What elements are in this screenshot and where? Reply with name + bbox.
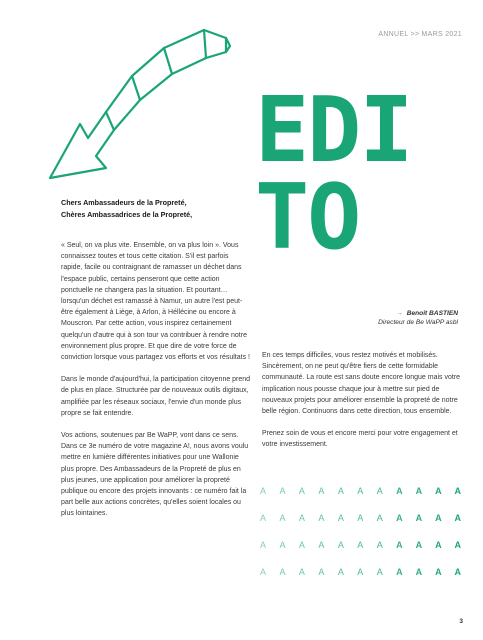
author-role: Directeur de Be WaPP asbl <box>378 319 458 326</box>
decorative-letter: A <box>454 513 462 523</box>
decorative-letter: A <box>337 567 344 577</box>
decorative-letter: A <box>357 486 364 496</box>
decorative-letter: A <box>396 567 403 577</box>
decorative-letter: A <box>415 540 423 550</box>
decorative-letter: A <box>318 567 325 577</box>
decorative-letter: A <box>279 486 286 496</box>
paragraph: Prenez soin de vous et encore merci pour votre engagement et votre investissement. <box>262 430 458 449</box>
decorative-letter: A <box>260 540 267 550</box>
decorative-letter: A <box>260 567 267 577</box>
decorative-letter: A <box>298 513 305 523</box>
paragraph: En ces temps difficiles, vous restez motivés et mobilisés. Sincèrement, on ne peut qu'être fiers de cette formidable communauté. La route est sans doute encore longue mais votre implication nous pousse chaque jour à mettre sur pied de nouveaux projets pour améliorer ensemble la propreté de notre belle région. Continuons dans cette direction, tous ensemble. <box>262 352 461 416</box>
paragraph: « Seul, on va plus vite. Ensemble, on va plus loin ». Vous connaissez toutes et tous cette citation. S'il est parfois rapide, facile ou contraignant de ramasser un déchet dans l'espace public, certains penseront que cette action ponctuelle ne changera pas la situation. Et pourtant… lorsqu'un déchet est ramassé à Namur, un autre l'est peut-être également à Liège, à Arlon, à Héllécine ou encore à Mouscron. Par cette action, vous inspirez certainement quelqu'un d'autre qui à son tour va contribuer à rendre notre environnement plus propre. Et que dire de votre force de conviction lorsque vous partagez vos efforts et vos résultats ! <box>61 242 250 362</box>
decorative-letter: A <box>337 540 344 550</box>
decorative-letter: A <box>454 567 462 577</box>
decorative-letter: A <box>279 513 286 523</box>
decorative-letter: A <box>376 540 383 550</box>
decorative-letter: A <box>454 540 462 550</box>
issue-date-header: ANNUEL >> MARS 2021 <box>378 31 462 38</box>
paragraph: Vos actions, soutenues par Be WaPP, vont dans ce sens. Dans ce 3e numéro de votre magazine A!, nous avons voulu mettre en lumière différentes initiatives pour une Wallonie plus propre. Des Ambassadeurs de la Propreté de plus en plus jeunes, une application pour améliorer la propreté publique ou encore des projets innovants : ce numéro fait la part belle aux actions concrètes, qu'elles soient locales ou plus lointaines. <box>61 432 249 518</box>
decorative-letter: A <box>435 567 442 577</box>
decorative-letter: A <box>337 513 344 523</box>
arrow-illustration <box>44 28 234 188</box>
decorative-letter: A <box>396 540 403 550</box>
decorative-letter: A <box>318 540 325 550</box>
decorative-letter: A <box>435 540 442 550</box>
signature <box>262 309 458 327</box>
decorative-letter: A <box>376 513 383 523</box>
salutation-line2: Chères Ambassadrices de la Propreté, <box>61 210 193 219</box>
decorative-letter: A <box>415 513 423 523</box>
decorative-letter: A <box>435 486 442 496</box>
decorative-letter: A <box>337 486 344 496</box>
author-name: Benoît BASTIEN <box>406 310 458 317</box>
paragraph: Dans le monde d'aujourd'hui, la participation citoyenne prend de plus en place. Structurée par de nouveaux outils digitaux, amplifiée par les réseaux sociaux, l'envie d'un monde plus propre se fait entendre. <box>61 376 251 417</box>
arrow-right-icon: → <box>396 310 403 317</box>
decorative-letter: A <box>415 486 423 496</box>
decorative-letter: A <box>435 513 442 523</box>
decorative-letter: A <box>260 513 267 523</box>
salutation-line1: Chers Ambassadeurs de la Propreté, <box>61 198 187 207</box>
decorative-letter: A <box>298 567 305 577</box>
decorative-letter-grid <box>260 486 474 577</box>
decorative-letter: A <box>454 486 462 496</box>
page-number: 3 <box>459 618 463 625</box>
decorative-letter: A <box>357 513 364 523</box>
decorative-letter: A <box>376 486 383 496</box>
decorative-letter: A <box>318 486 325 496</box>
edito-title-line2: TO <box>255 165 360 270</box>
decorative-letter: A <box>318 513 325 523</box>
decorative-letter: A <box>415 567 423 577</box>
decorative-letter: A <box>376 567 383 577</box>
right-text-column <box>262 350 462 462</box>
edito-title-line1: EDI <box>255 78 412 183</box>
salutation <box>61 197 251 221</box>
decorative-letter: A <box>357 540 364 550</box>
edito-title <box>255 78 465 270</box>
decorative-letter: A <box>298 486 305 496</box>
decorative-letter: A <box>260 486 267 496</box>
decorative-letter: A <box>396 486 403 496</box>
decorative-letter: A <box>396 513 403 523</box>
decorative-letter: A <box>279 540 286 550</box>
decorative-letter: A <box>298 540 305 550</box>
left-text-column <box>61 240 251 531</box>
decorative-letter: A <box>357 567 364 577</box>
decorative-letter: A <box>279 567 286 577</box>
